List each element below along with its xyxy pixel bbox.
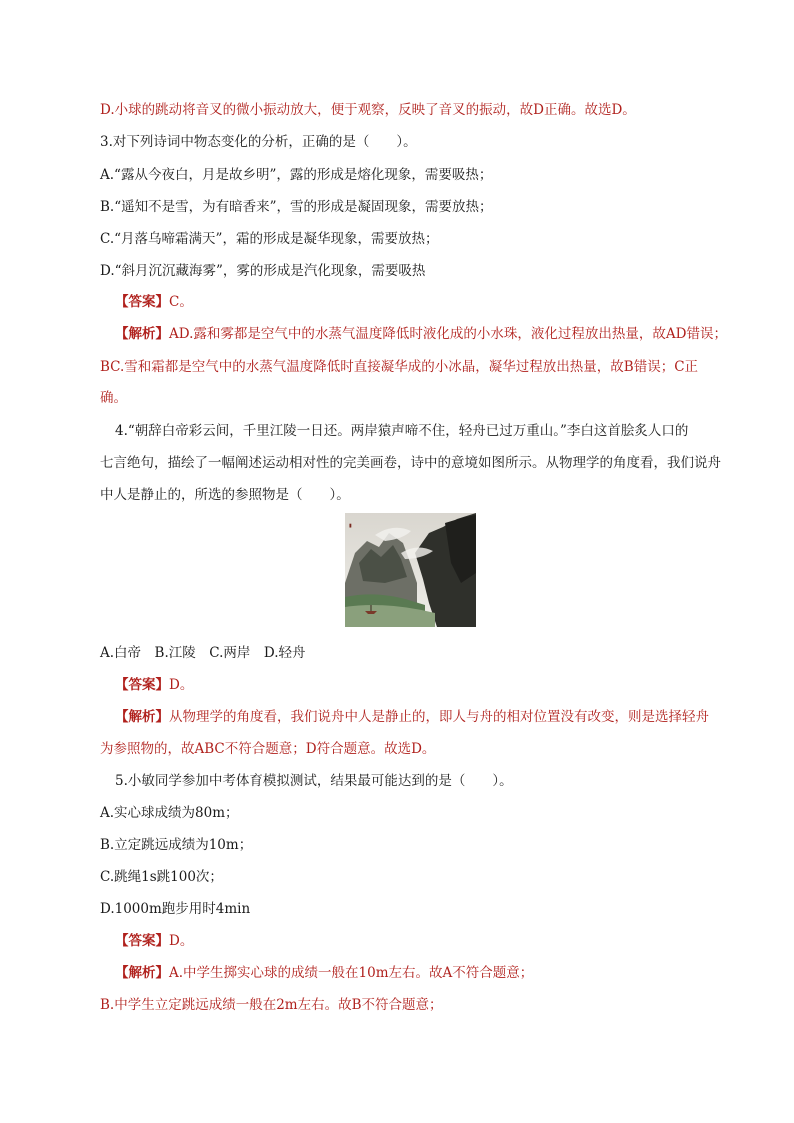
analysis-label: 【解析】: [115, 965, 169, 981]
answer-label: 【答案】: [115, 677, 169, 693]
question-5-analysis-line-2: B.中学生立定跳远成绩一般在2m左右。故B不符合题意；: [100, 997, 443, 1013]
question-3-option-b: B.“遥知不是雪，为有暗香来”，雪的形成是凝固现象，需要放热；: [100, 199, 493, 215]
analysis-text: 从物理学的角度看，我们说舟中人是静止的，即人与舟的相对位置没有改变，则是选择轻舟: [169, 709, 709, 725]
question-4-analysis: [115, 707, 709, 727]
question-5-option-d: D.1000m跑步用时4min: [100, 901, 251, 917]
question-3-option-a: A.“露从今夜白，月是故乡明”，露的形成是熔化现象，需要吸热；: [100, 167, 493, 183]
question-3-stem: 3.对下列诗词中物态变化的分析，正确的是（ ）。: [100, 134, 417, 150]
analysis-label: 【解析】: [115, 709, 169, 725]
question-5-option-a: A.实心球成绩为80m；: [100, 805, 239, 821]
question-5-option-c: C.跳绳1s跳100次；: [100, 869, 223, 885]
analysis-text: AD.露和雾都是空气中的水蒸气温度降低时液化成的小水珠，液化过程放出热量，故AD错误；: [169, 326, 727, 342]
answer-label: 【答案】: [115, 933, 169, 949]
question-4-stem-line-2: 七言绝句，描绘了一幅阐述运动相对性的完美画卷，诗中的意境如图所示。从物理学的角度看，我们说舟: [100, 455, 721, 471]
question-4-stem-line-3: 中人是静止的，所选的参照物是（ ）。: [100, 487, 350, 503]
question-5-option-b: B.立定跳远成绩为10m；: [100, 837, 253, 853]
svg-text:▮: ▮: [349, 523, 352, 529]
question-4-options: A.白帝 B.江陵 C.两岸 D.轻舟: [100, 645, 306, 661]
answer-value: D。: [169, 933, 194, 949]
landscape-painting: [345, 513, 476, 627]
question-3-answer: [115, 292, 193, 312]
answer-label: 【答案】: [115, 294, 169, 310]
question-4-stem-line-1: 4.“朝辞白帝彩云间，千里江陵一日还。两岸猿声啼不住，轻舟已过万重山。”李白这首脍炙人口的: [115, 423, 689, 439]
analysis-text: A.中学生掷实心球的成绩一般在10m左右。故A不符合题意；: [169, 965, 534, 981]
question-4-analysis-line-2: 为参照物的，故ABC不符合题意；D符合题意。故选D。: [100, 741, 436, 757]
question-4-answer: [115, 675, 193, 695]
analysis-label: 【解析】: [115, 326, 169, 342]
question-5-stem: 5.小敏同学参加中考体育模拟测试，结果最可能达到的是（ ）。: [115, 773, 513, 789]
question-3-option-d: D.“斜月沉沉藏海雾”，雾的形成是汽化现象，需要吸热: [100, 263, 426, 279]
question-3-analysis: [115, 324, 727, 344]
question-5-analysis: [115, 963, 533, 983]
question-5-answer: [115, 931, 193, 951]
question-3-option-c: C.“月落乌啼霜满天”，霜的形成是凝华现象，需要放热；: [100, 231, 439, 247]
analysis-continuation-d: D.小球的跳动将音叉的微小振动放大，便于观察，反映了音叉的振动，故D正确。故选D。: [100, 102, 636, 118]
question-3-analysis-line-3: 确。: [100, 390, 127, 406]
landscape-painting-illustration: [345, 513, 476, 627]
question-3-analysis-line-2: BC.雪和霜都是空气中的水蒸气温度降低时直接凝华成的小冰晶，凝华过程放出热量，故B错误；C正: [100, 359, 699, 375]
answer-value: D。: [169, 677, 194, 693]
answer-value: C。: [169, 294, 193, 310]
